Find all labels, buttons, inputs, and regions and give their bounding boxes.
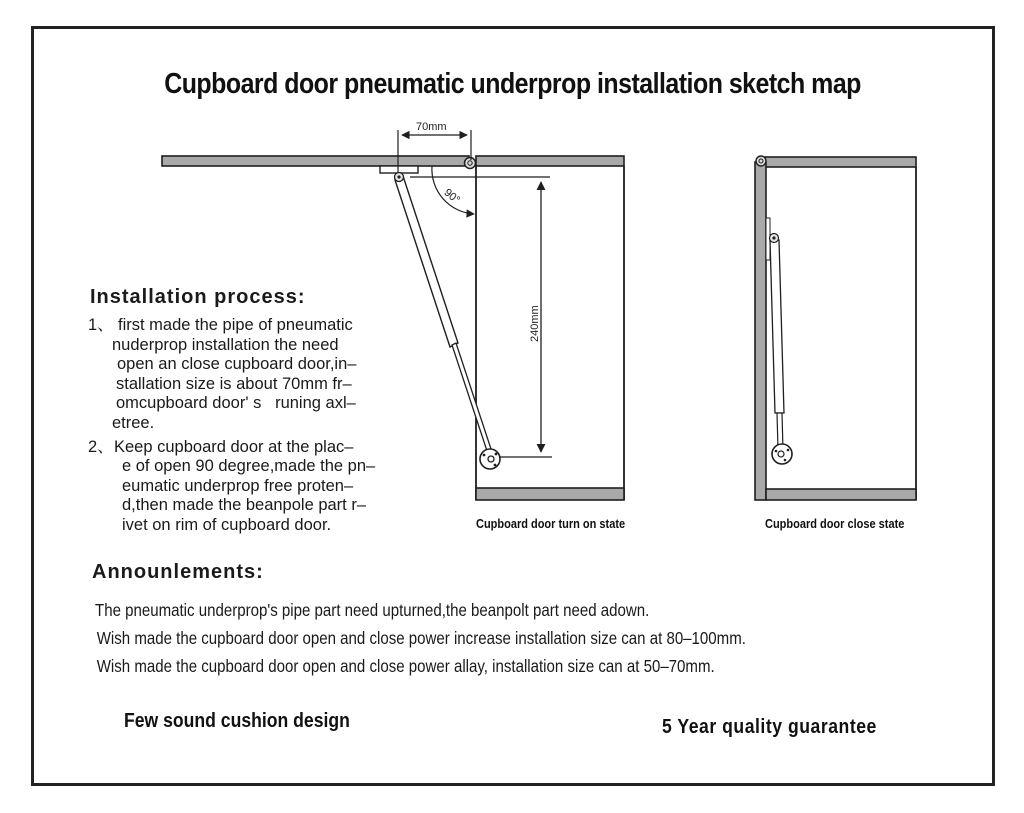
hinge-icon: [756, 156, 766, 166]
step-2: [88, 438, 448, 536]
announcement-line: The pneumatic underprop's pipe part need upturned,the beanpolt part need adown.: [95, 600, 650, 620]
cabinet-top-panel: [476, 156, 624, 166]
dimension-70mm-label: 70mm: [416, 121, 447, 133]
hinge-icon: [465, 158, 476, 169]
angle-90-label: 90°: [441, 186, 463, 207]
announcements-list: [95, 596, 746, 680]
installation-steps: [88, 316, 448, 536]
cabinet-bottom-panel: [476, 488, 624, 500]
close-state-diagram: [755, 156, 916, 500]
caption-close-state: Cupboard door close state: [765, 517, 905, 531]
step-text-line: etree.: [112, 413, 155, 432]
announcement-line: Wish made the cupboard door open and close power allay, installation size can at 50–70mm.: [96, 656, 715, 676]
announcement-line: Wish made the cupboard door open and close power increase installation size can at 80–100mm.: [96, 628, 746, 648]
announcements-heading: Announlements:: [92, 561, 264, 583]
open-door-panel: [162, 156, 469, 166]
step-text-line: omcupboard door' s runing axl–: [116, 394, 356, 413]
step-text-line: eumatic underprop free proten–: [122, 476, 354, 495]
closed-door-panel: [755, 162, 766, 500]
gas-strut-closed: [770, 234, 793, 465]
step-text-line: ivet on rim of cupboard door.: [122, 515, 332, 534]
caption-open-state: Cupboard door turn on state: [476, 517, 626, 531]
step-number: 1、: [88, 316, 114, 334]
step-text-line: d,then made the beanpole part r–: [122, 496, 367, 515]
step-text-line: first made the pipe of pneumatic: [118, 316, 353, 334]
footer-guarantee: 5 Year quality guarantee: [662, 716, 877, 738]
footer-cushion-design: Few sound cushion design: [124, 710, 350, 732]
installation-process-heading: Installation process:: [90, 286, 306, 308]
step-number: 2、: [88, 437, 114, 456]
strut-bottom-bracket-icon: [772, 444, 792, 464]
dimension-240mm-label: 240mm: [529, 305, 541, 342]
step-text-line: nuderprop installation the need: [112, 335, 339, 354]
step-text-line: open an close cupboard door,in–: [117, 355, 357, 374]
strut-bottom-bracket-icon: [480, 449, 500, 469]
step-text-line: e of open 90 degree,made the pn–: [122, 457, 376, 476]
step-text-line: stallation size is about 70mm fr–: [116, 374, 352, 393]
step-text-line: Keep cupboard door at the plac–: [114, 437, 354, 456]
page-title: Cupboard door pneumatic underprop installation sketch map: [164, 68, 861, 100]
step-1: [88, 316, 448, 434]
